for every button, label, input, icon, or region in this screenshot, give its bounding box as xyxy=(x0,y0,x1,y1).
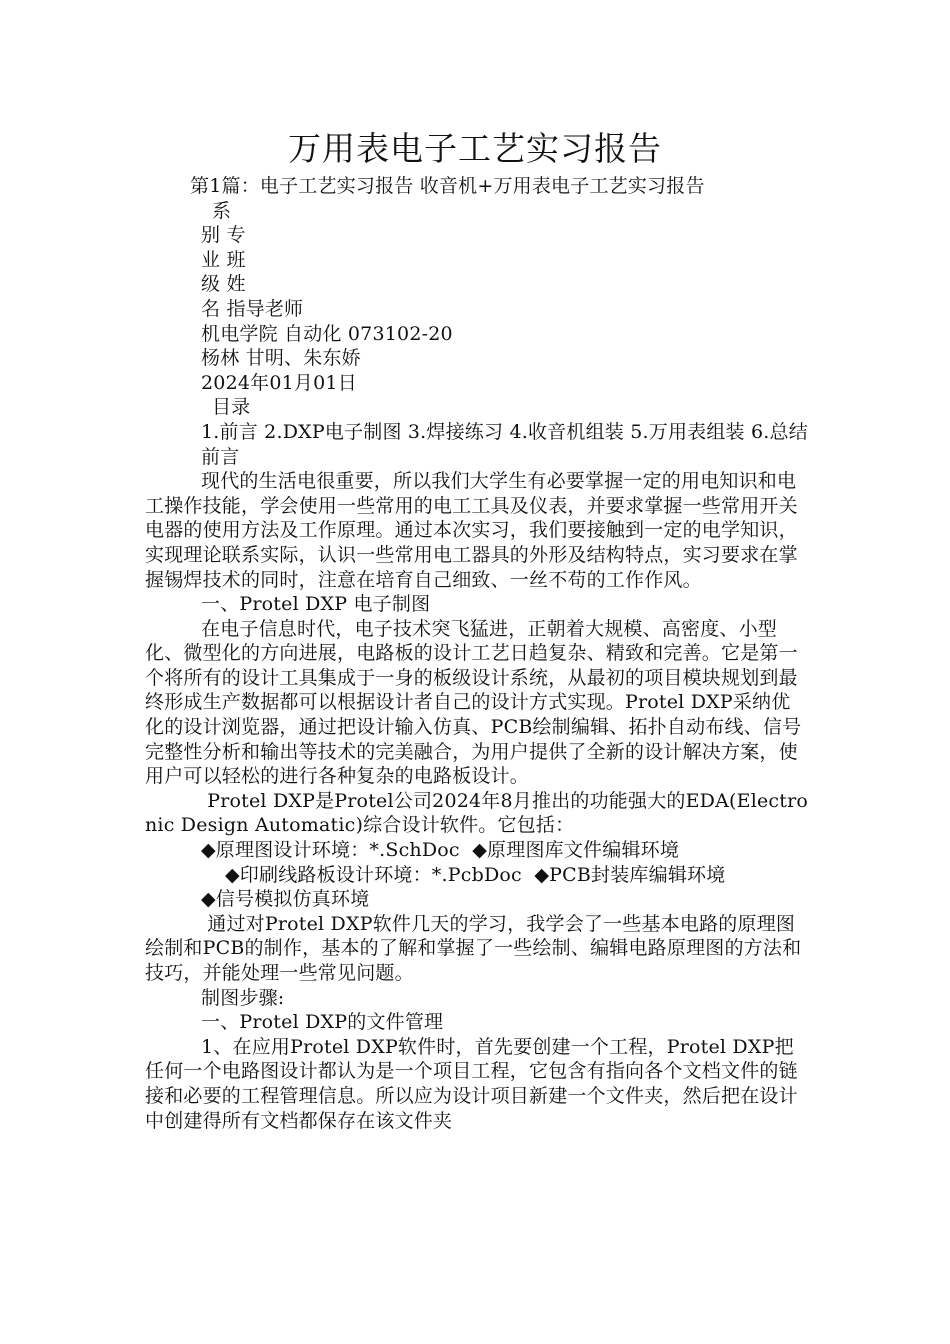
document-paragraph: 系 xyxy=(212,199,232,222)
document-paragraph: 通过对Protel DXP软件几天的学习，我学会了一些基本电路的原理图绘制和PCB的制作，基本的了解和掌握了一些绘制、编辑电路原理图的方法和技巧，并能处理一些常见问题。 xyxy=(145,912,802,984)
document-paragraph: 杨林 甘明、朱东娇 xyxy=(201,347,361,370)
document-paragraph: ◆印刷线路板设计环境：*.PcbDoc ◆PCB封装库编辑环境 xyxy=(225,863,726,886)
document-paragraph: ◆原理图设计环境：*.SchDoc ◆原理图库文件编辑环境 xyxy=(201,839,680,862)
page-title: 万用表电子工艺实习报告 xyxy=(288,129,662,168)
document-paragraph: 一、Protel DXP 电子制图 xyxy=(201,593,431,616)
document-paragraph: 级 姓 xyxy=(201,273,246,296)
document-paragraph: 制图步骤: xyxy=(201,986,285,1009)
document-paragraph: 1.前言 2.DXP电子制图 3.焊接练习 4.收音机组装 5.万用表组装 6.总结 xyxy=(201,420,808,443)
document-paragraph: 业 班 xyxy=(201,248,246,271)
document-paragraph: 第1篇：电子工艺实习报告 收音机+万用表电子工艺实习报告 xyxy=(190,175,705,197)
document-body xyxy=(145,174,809,1133)
document-paragraph: 目录 xyxy=(212,396,251,419)
document-paragraph: 在电子信息时代，电子技术突飞猛进，正朝着大规模、高密度、小型化、微型化的方向进展，电路板的设计工艺日趋复杂、精致和完善。它是第一个将所有的设计工具集成于一身的板级设计系统，从最初的项目模块规划到最终形成生产数据都可以根据设计者自己的设计方式实现。Protel DXP采纳优化的设计浏览器，通过把设计输入仿真、PCB绘制编辑、拓扑自动布线、信号完整性分析和输出等技术的完美融合，为用户提供了全新的设计解决方案，使用户可以轻松的进行各种复杂的电路板设计。 xyxy=(145,617,802,788)
document-paragraph: ◆信号模拟仿真环境 xyxy=(201,888,370,911)
document-paragraph: 机电学院 自动化 073102-20 xyxy=(201,322,453,345)
document-paragraph: 一、Protel DXP的文件管理 xyxy=(201,1011,444,1034)
document-paragraph: 前言 xyxy=(201,445,240,468)
document-paragraph: Protel DXP是Protel公司2024年8月推出的功能强大的EDA(Electronic Design Automatic)综合设计软件。它包括： xyxy=(145,789,809,837)
document-paragraph: 1、在应用Protel DXP软件时，首先要创建一个工程，Protel DXP把任何一个电路图设计都认为是一个项目工程，它包含有指向各个文档文件的链接和必要的工程管理信息。所以应为设计项目新建一个文件夹，然后把在设计中创建得所有文档都保存在该文件夹 xyxy=(145,1035,798,1132)
document-paragraph: 别 专 xyxy=(201,224,246,247)
document-paragraph: 名 指导老师 xyxy=(201,297,304,320)
document-paragraph: 2024年01月01日 xyxy=(201,371,357,394)
document-paragraph: 现代的生活电很重要，所以我们大学生有必要掌握一定的用电知识和电工操作技能，学会使用一些常用的电工工具及仪表，并要求掌握一些常用开关电器的使用方法及工作原理。通过本次实习，我们要接触到一定的电学知识，实现理论联系实际，认识一些常用电工器具的外形及结构特点，实习要求在掌握锡焊技术的同时，注意在培育自己细致、一丝不苟的工作作风。 xyxy=(145,470,798,591)
